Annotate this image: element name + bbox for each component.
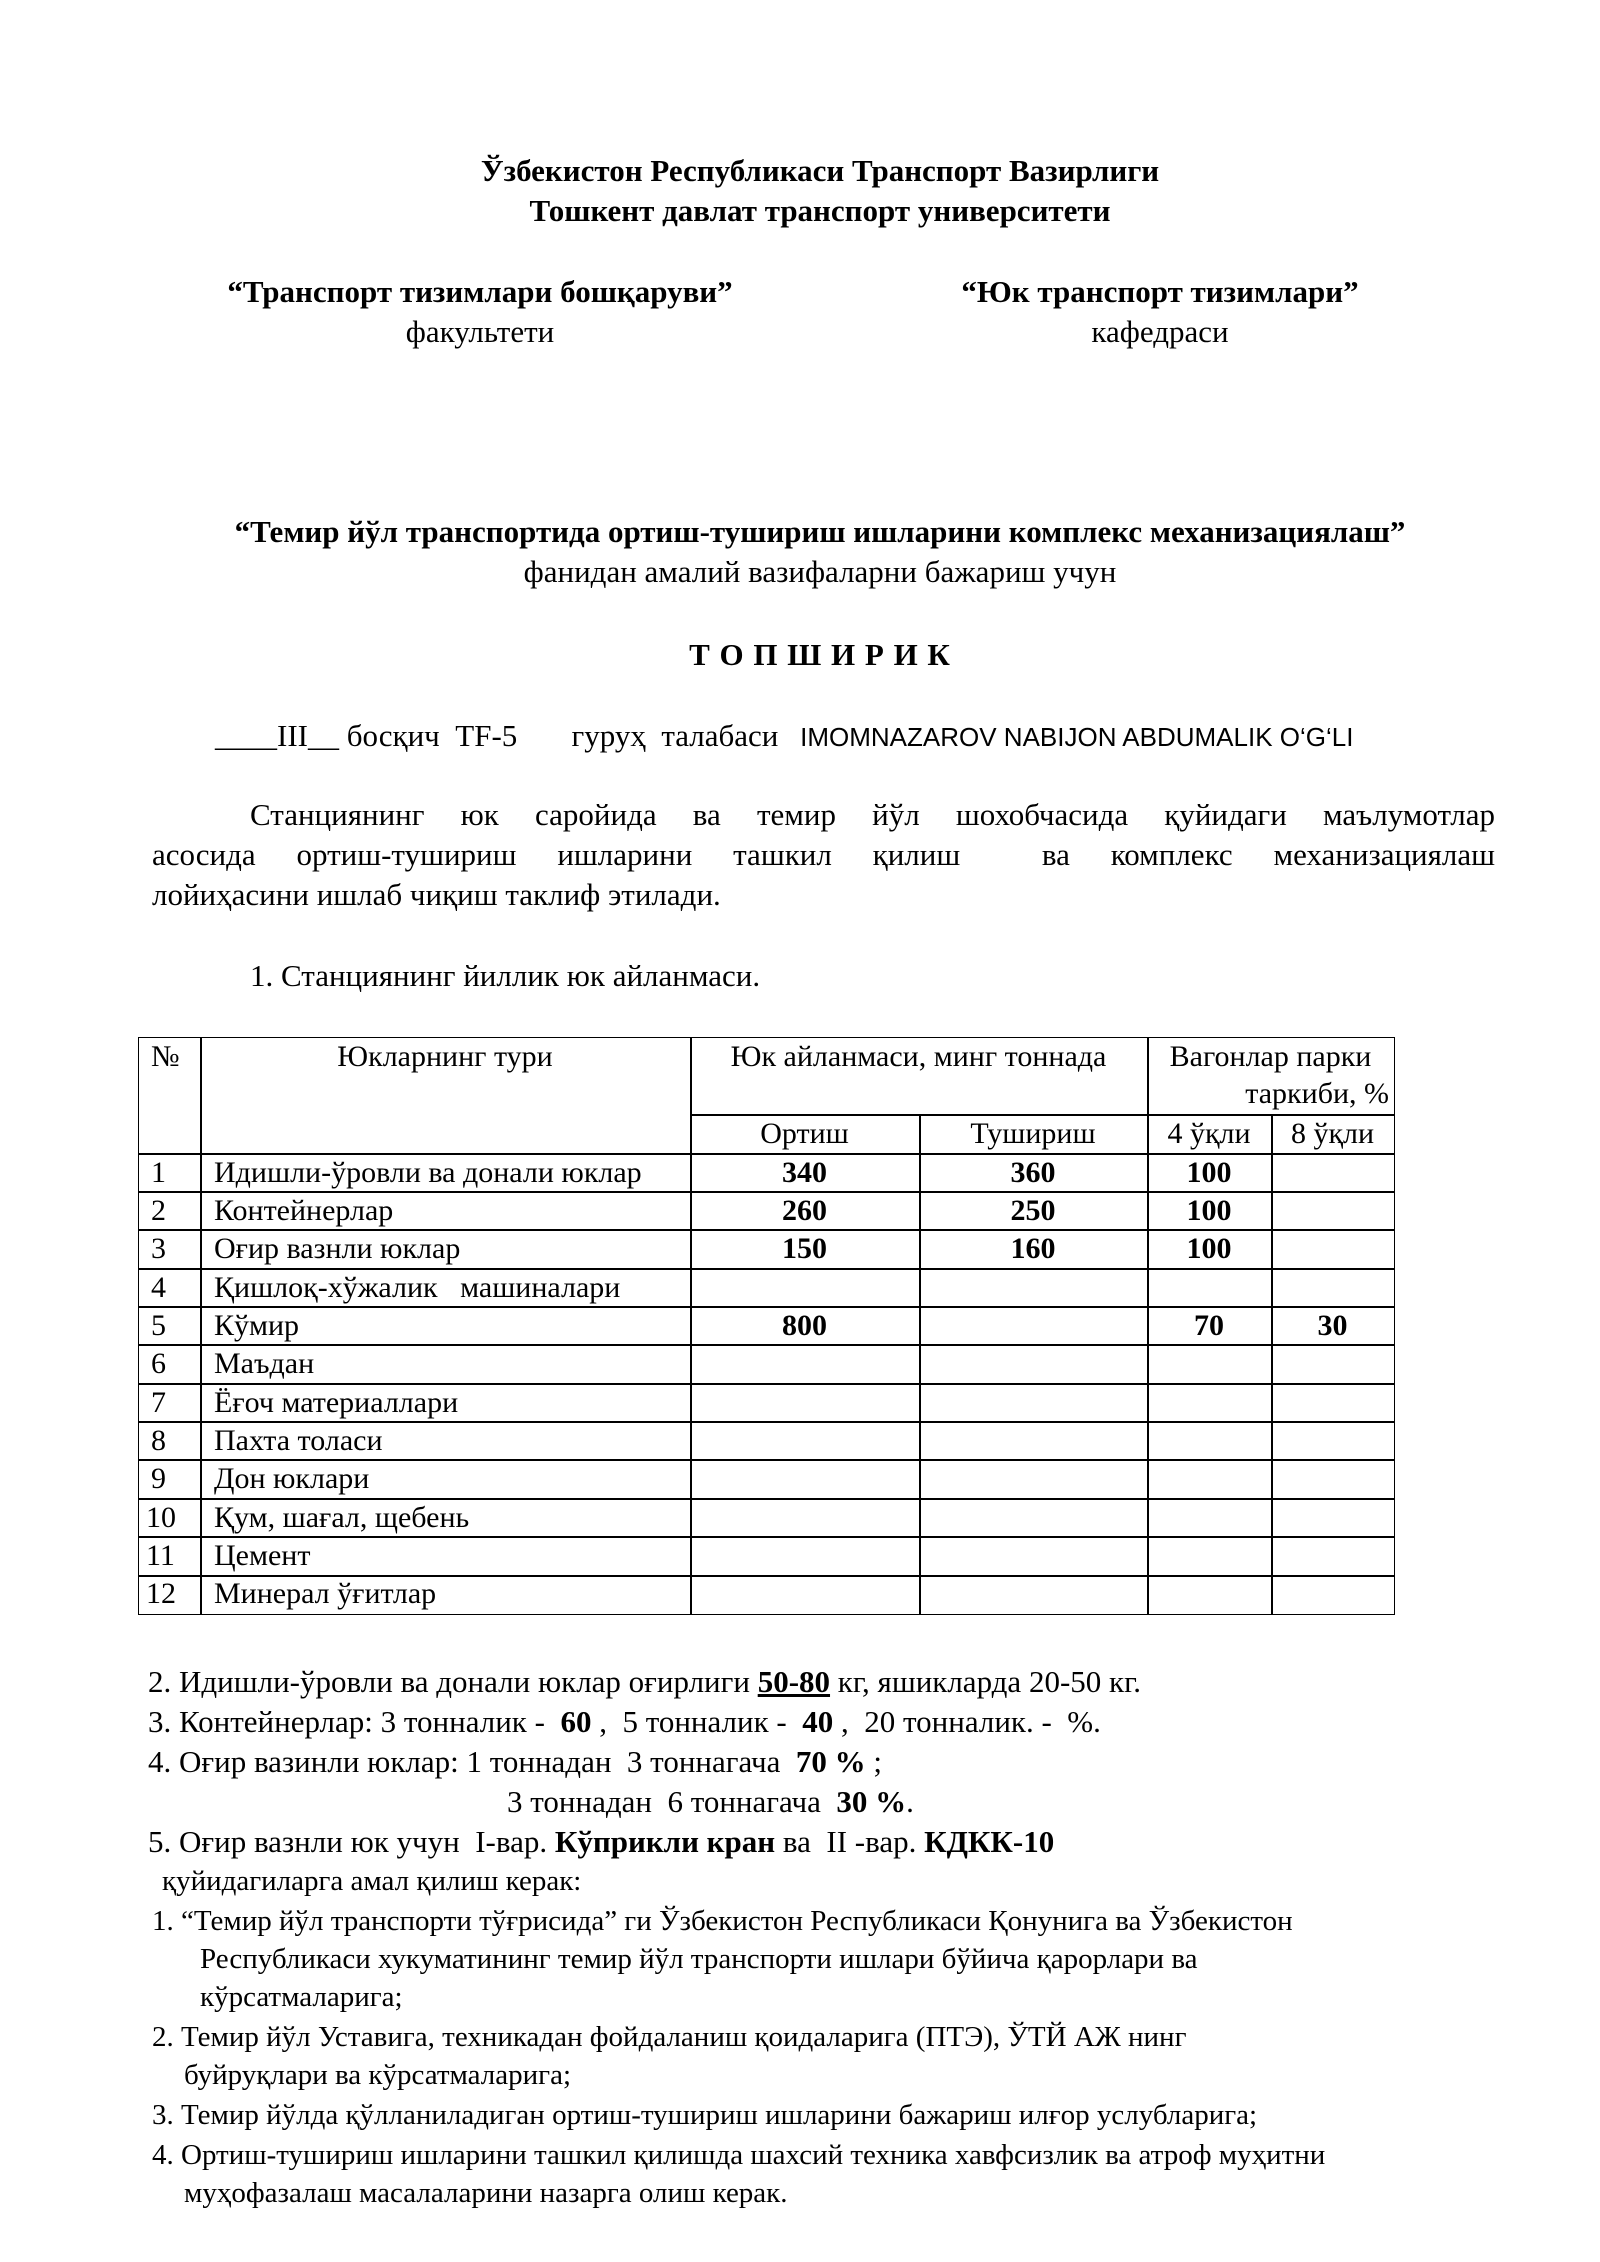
item-5-mid: ва II -вар. <box>775 1824 925 1859</box>
row-no: 3 <box>151 1232 166 1265</box>
row-no: 5 <box>151 1309 166 1342</box>
row-cargo-name: Дон юклари <box>214 1462 370 1495</box>
item-4b-text: 3 тоннадан 6 тоннагача <box>507 1784 837 1819</box>
intro-line-2: асосида ортиш-тушириш ишларини ташкил қилиш ва комплекс механизациялаш <box>152 837 1495 872</box>
row-no: 6 <box>151 1347 166 1380</box>
row-no: 12 <box>146 1577 176 1610</box>
rule-4-line-2: муҳофазалаш масалаларини назарга олиш керак. <box>184 2177 788 2209</box>
header-axle4: 4 ўқли <box>1167 1117 1251 1150</box>
subject-title: “Темир йўл транспортида ортиш-тушириш ишларини комплекс механизациялаш” <box>234 514 1406 549</box>
item-4-line2 <box>507 1783 914 1821</box>
item-4-tail: ; <box>865 1744 882 1779</box>
row-no: 1 <box>151 1156 166 1189</box>
rule-3: 3. Темир йўлда қўлланиладиган ортиш-тушириш ишларини бажариш илғор услубларига; <box>152 2099 1258 2131</box>
follow-title: қуйидагиларга амал қилиш керак: <box>162 1865 582 1897</box>
item-3-value-3t: 60 <box>560 1704 592 1739</box>
row-axle4: 100 <box>1186 1232 1232 1265</box>
item-3 <box>148 1703 1101 1741</box>
row-no: 10 <box>146 1501 176 1534</box>
item-5-variant-2: КДКК-10 <box>924 1824 1055 1859</box>
rule-4-line-1: 4. Ортиш-тушириш ишларини ташкил қилишда шахсий техника хавфсизлик ва атроф муҳитни <box>152 2139 1326 2171</box>
row-loading: 150 <box>782 1232 827 1265</box>
row-cargo-name: Идишли-ўровли ва донали юклар <box>214 1156 642 1189</box>
row-axle4: 70 <box>1194 1309 1224 1342</box>
row-cargo-name: Кўмир <box>214 1309 300 1342</box>
row-cargo-name: Қум, шағал, щебень <box>214 1501 470 1534</box>
row-cargo-name: Ёғоч материаллари <box>214 1386 459 1419</box>
header-turnover: Юк айланмаси, минг тоннада <box>730 1040 1107 1073</box>
row-unloading: 360 <box>1010 1156 1056 1189</box>
doc-title: Т О П Ш И Р И К <box>689 637 951 672</box>
item-4 <box>148 1743 882 1781</box>
row-loading: 260 <box>782 1194 827 1227</box>
row-cargo-name: Минерал ўғитлар <box>214 1577 437 1610</box>
item-4b-tail: . <box>906 1784 914 1819</box>
intro-line-3: лойиҳасини ишлаб чиқиш таклиф этилади. <box>152 877 721 912</box>
row-cargo-name: Контейнерлар <box>214 1194 394 1227</box>
header-no: № <box>151 1040 180 1073</box>
row-no: 2 <box>151 1194 166 1227</box>
item-2-text: 2. Идишли-ўровли ва донали юклар оғирлиги <box>148 1664 758 1699</box>
cargo-turnover-table <box>138 1037 1395 1615</box>
faculty-name: “Транспорт тизимлари бошқаруви” <box>227 274 733 309</box>
item-4-value-1: 70 % <box>795 1744 866 1779</box>
row-loading: 800 <box>782 1309 827 1342</box>
row-cargo-name: Маъдан <box>214 1347 315 1380</box>
item-3-text: 3. Контейнерлар: 3 тонналик - <box>148 1704 561 1739</box>
item-4-text: 4. Оғир вазинли юклар: 1 тоннадан 3 тоннагача <box>148 1744 796 1779</box>
row-no: 9 <box>151 1462 166 1495</box>
row-axle8: 30 <box>1317 1309 1348 1342</box>
student-line <box>215 717 1353 756</box>
item-5-variant-1: Кўприкли кран <box>554 1824 776 1859</box>
item-2-tail: кг, яшикларда 20-50 кг. <box>830 1664 1142 1699</box>
item-3-value-5t: 40 <box>802 1704 834 1739</box>
rule-1-line-2: Республикаси хукуматининг темир йўл транспорти ишлари бўйича қарорлари ва <box>200 1943 1198 1975</box>
ministry-title: Ўзбекистон Республикаси Транспорт Вазирлиги <box>480 153 1160 188</box>
item-2-weight-range: 50-80 <box>757 1664 831 1699</box>
section1-title: 1. Станциянинг йиллик юк айланмаси. <box>250 958 761 993</box>
item-5-text: 5. Оғир вазнли юк учун I-вар. <box>148 1824 555 1859</box>
header-unloading: Тушириш <box>970 1117 1096 1150</box>
department-label: кафедраси <box>1091 314 1229 349</box>
department-name: “Юк транспорт тизимлари” <box>961 274 1359 309</box>
row-cargo-name: Цемент <box>214 1539 311 1572</box>
header-cargo-type: Юкларнинг тури <box>337 1040 553 1073</box>
row-unloading: 250 <box>1010 1194 1056 1227</box>
item-3-mid: , 5 тонналик - <box>591 1704 803 1739</box>
row-no: 4 <box>151 1271 166 1304</box>
row-axle4: 100 <box>1186 1156 1232 1189</box>
student-name: IMOMNAZAROV NABIJON ABDUMALIK O‘G‘LI <box>800 722 1354 752</box>
rule-2-line-2: буйруқлари ва кўрсатмаларига; <box>184 2059 571 2091</box>
item-2 <box>148 1663 1141 1701</box>
stage-group-text: ____III__ босқич TF-5 гуруҳ талабаси <box>215 718 779 753</box>
university-title: Тошкент давлат транспорт университети <box>529 193 1111 228</box>
header-wagon-line1: Вагонлар парки <box>1169 1040 1372 1073</box>
row-cargo-name: Оғир вазнли юклар <box>214 1232 461 1265</box>
header-axle8: 8 ўқли <box>1290 1117 1375 1150</box>
rule-2-line-1: 2. Темир йўл Уставига, техникадан фойдаланиш қоидаларига (ПТЭ), ЎТЙ АЖ нинг <box>152 2021 1187 2053</box>
row-no: 11 <box>146 1539 175 1572</box>
row-loading: 340 <box>782 1156 827 1189</box>
row-unloading: 160 <box>1010 1232 1056 1265</box>
row-no: 8 <box>151 1424 166 1457</box>
item-5 <box>148 1823 1054 1861</box>
header-wagon-line2: таркиби, % <box>1245 1077 1389 1110</box>
header-loading: Ортиш <box>760 1117 849 1150</box>
row-cargo-name: Қишлоқ-хўжалик машиналари <box>214 1271 621 1304</box>
intro-line-1: Станциянинг юк саройида ва темир йўл шохобчасида қуйидаги маълумотлар <box>250 797 1495 832</box>
subject-subtitle: фанидан амалий вазифаларни бажариш учун <box>523 554 1117 589</box>
faculty-label: факультети <box>405 314 555 349</box>
row-no: 7 <box>151 1386 166 1419</box>
row-cargo-name: Пахта толаси <box>214 1424 383 1457</box>
rule-1-line-1: 1. “Темир йўл транспорти тўғрисида” ги Ўзбекистон Республикаси Қонунига ва Ўзбекистон <box>152 1905 1293 1937</box>
item-3-tail: , 20 тонналик. - %. <box>833 1704 1101 1739</box>
row-axle4: 100 <box>1186 1194 1232 1227</box>
item-4-value-2: 30 % <box>836 1784 907 1819</box>
rule-1-line-3: кўрсатмаларига; <box>200 1981 403 2013</box>
